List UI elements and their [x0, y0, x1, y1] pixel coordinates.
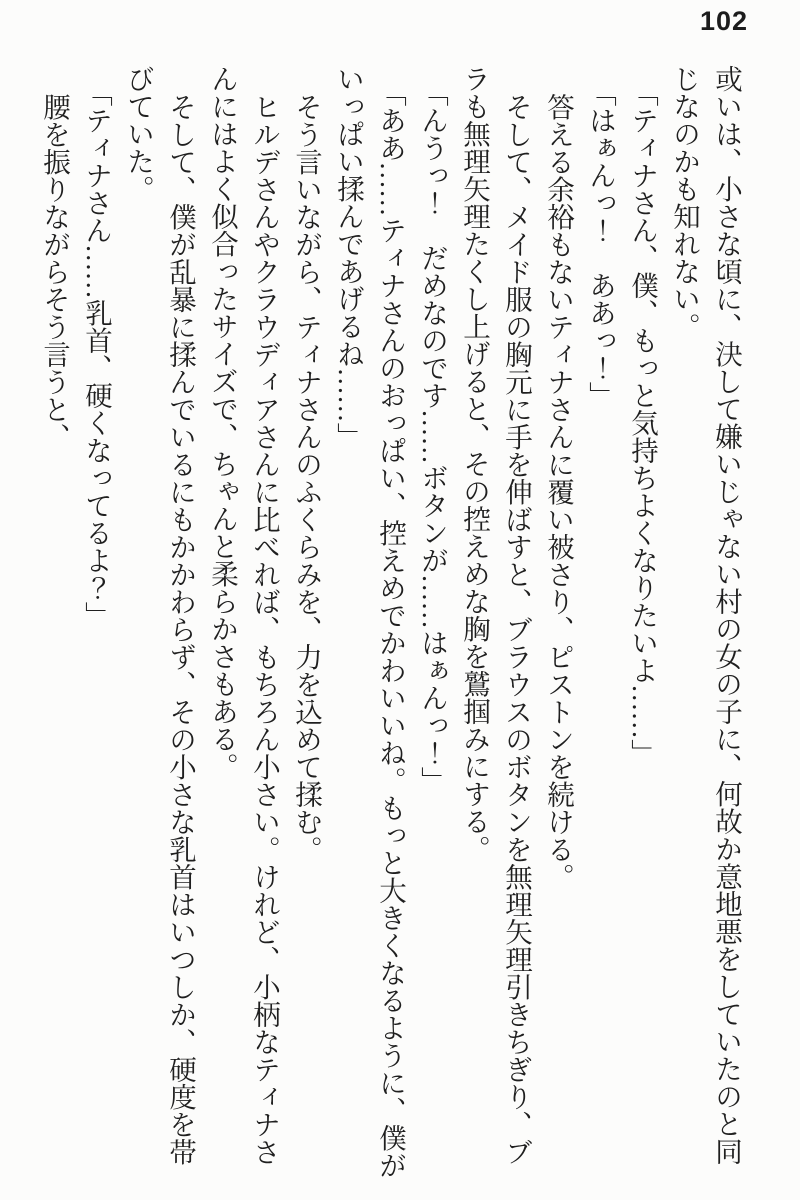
- text-line: 答える余裕もないティナさんに覆い被さり、ピストンを続ける。: [543, 92, 574, 890]
- text-line: そう言いながら、ティナさんのふくらみを、力を込めて揉む。: [291, 92, 322, 863]
- text-line: 「ティナさん、僕、もっと気持ちよくなりたいよ……」: [627, 78, 658, 767]
- page-number: 102: [699, 6, 748, 36]
- text-line: そして、メイド服の胸元に手を伸ばすと、ブラウスのボタンを無理矢理引きちぎり、ブ: [501, 92, 532, 1165]
- text-line: んにはよく似合ったサイズで、ちゃんと柔らかさもある。: [207, 65, 238, 780]
- text-line: 腰を振りながらそう言うと、: [39, 92, 70, 450]
- text-line: 「んうっ！ だめなのです……ボタンが……はぁんっ！」: [417, 78, 448, 794]
- text-line: ヒルデさんやクラウディアさんに比べれば、もちろん小さい。けれど、小柄なティナさ: [249, 92, 280, 1165]
- text-line: そして、僕が乱暴に揉んでいるにもかかわらず、その小さな乳首はいつしか、硬度を帯: [165, 92, 196, 1165]
- text-line: いっぱい揉んであげるね……」: [333, 65, 364, 450]
- text-line: 或いは、小さな頃に、決して嫌いじゃない村の女の子に、何故か意地悪をしていたのと同: [711, 65, 742, 1165]
- text-line: じなのかも知れない。: [669, 65, 700, 340]
- text-line: 「ティナさん……乳首、硬くなってるよ？」: [81, 78, 112, 629]
- text-line: びていた。: [123, 65, 154, 203]
- text-block: [33, 65, 747, 1179]
- text-line: 「ああ……ティナさんのおっぱい、控えめでかわいいね。もっと大きくなるように、僕が: [375, 78, 406, 1179]
- text-line: 「はぁんっ！ ああっ！」: [585, 78, 616, 409]
- text-line: ラも無理矢理たくし上げると、その控えめな胸を鷲掴みにする。: [459, 65, 490, 863]
